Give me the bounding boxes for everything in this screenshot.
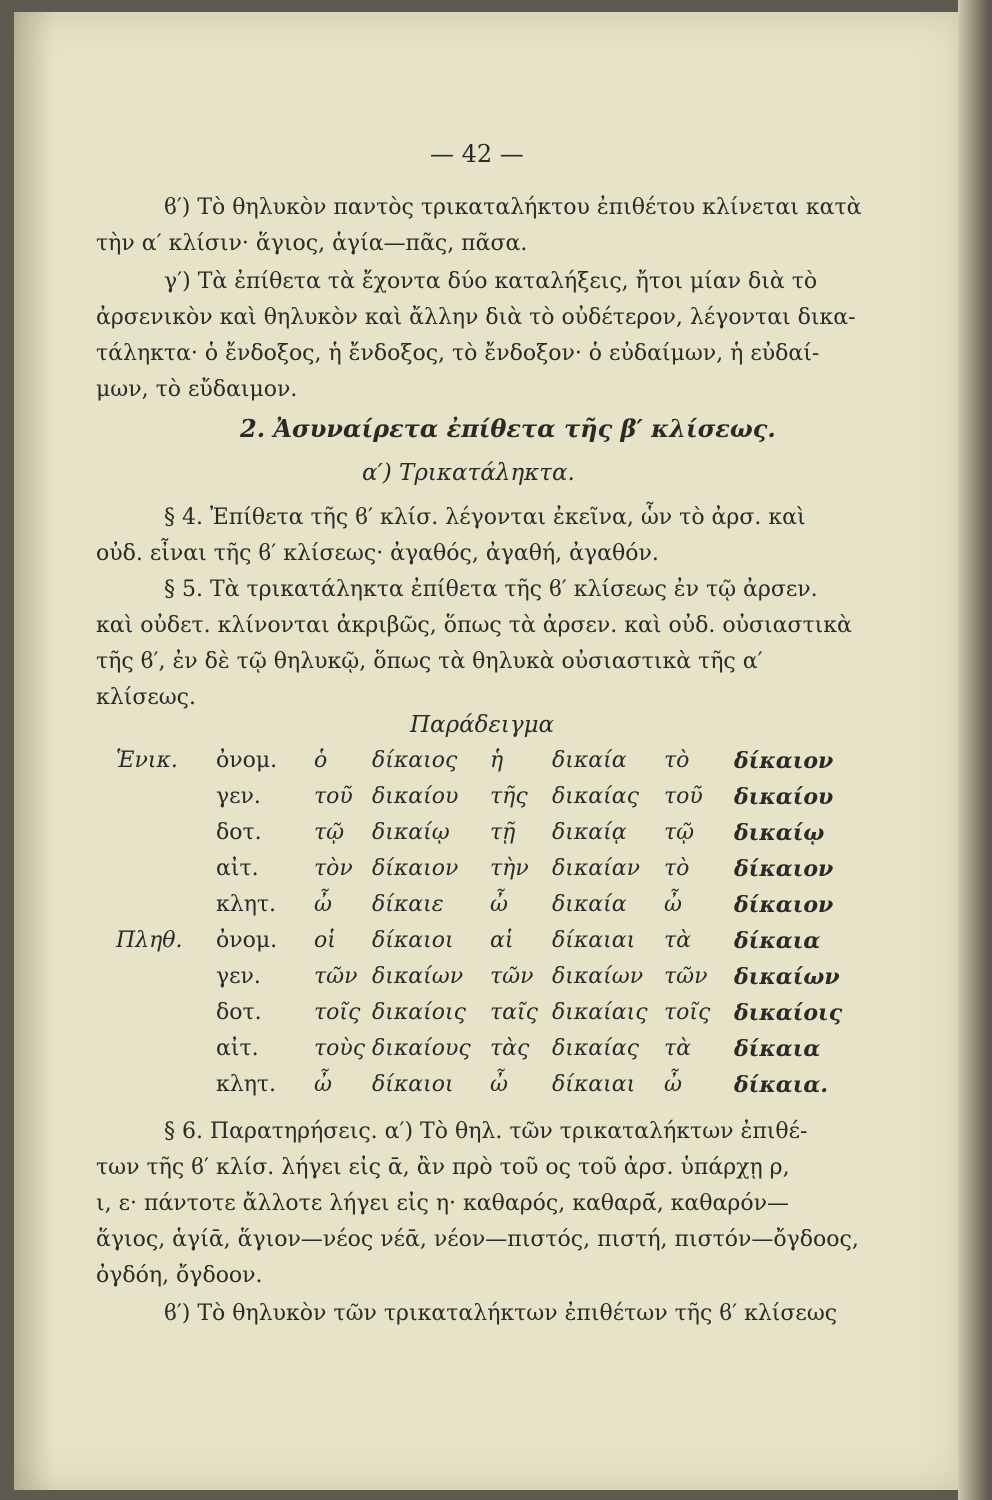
- paragraph-line: γ′) Τὰ ἐπίθετα τὰ ἔχοντα δύο καταλήξεις, ἤτοι μίαν διὰ τὸ: [164, 269, 818, 294]
- paragraph-line: § 6. Παρατηρήσεις. α′) Τὸ θηλ. τῶν τρικαταλήκτων ἐπιθέ-: [164, 1119, 808, 1144]
- fem-article: τὴν: [490, 856, 529, 881]
- table-row: [116, 1036, 856, 1072]
- paragraph-line: των τῆς ϐ′ κλίσ. λήγει εἰς ᾱ, ἂν πρὸ τοῦ ος τοῦ ἀρσ. ὑπάρχῃ ρ,: [96, 1155, 790, 1180]
- paragraph-line: τὴν α′ κλίσιν· ἅγιος, ἁγία—πᾶς, πᾶσα.: [96, 231, 528, 256]
- fem-form: δίκαιαι: [552, 1072, 636, 1097]
- neut-form: δίκαιον: [734, 748, 834, 774]
- case-label: ὀνομ.: [216, 928, 278, 953]
- declension-table: [116, 748, 856, 1108]
- case-label: δοτ.: [216, 820, 262, 845]
- subsection-heading: α′) Τρικατάληκτα.: [362, 460, 575, 486]
- paragraph-line: ϐ′) Τὸ θηλυκὸν τῶν τρικαταλήκτων ἐπιθέτων τῆς ϐ′ κλίσεως: [164, 1301, 838, 1326]
- masc-form: δίκαιοι: [372, 1072, 454, 1097]
- case-label: γεν.: [216, 784, 261, 809]
- case-label: αἰτ.: [216, 856, 259, 881]
- neut-article: τοῦ: [664, 784, 703, 809]
- masc-form: δικαίους: [372, 1036, 471, 1061]
- fem-form: δικαίαις: [552, 1000, 648, 1025]
- paragraph-line: ὀγδόη, ὄγδοον.: [96, 1263, 263, 1288]
- fem-article: ὦ: [490, 892, 508, 917]
- neut-article: τῶν: [664, 964, 708, 989]
- paragraph-5: [96, 572, 856, 716]
- paragraph-6: [96, 1114, 859, 1294]
- neut-form: δικαίου: [734, 784, 834, 810]
- masc-form: δίκαιον: [372, 856, 459, 881]
- masc-form: δικαίῳ: [372, 820, 450, 845]
- fem-form: δικαία: [552, 748, 627, 773]
- masc-article: ὦ: [314, 1072, 332, 1097]
- table-row: [116, 748, 856, 784]
- paragraph-line: καὶ οὐδετ. κλίνονται ἀκριβῶς, ὅπως τὰ ἀρσεν. καὶ οὐδ. οὐσιαστικὰ: [96, 613, 852, 638]
- table-row: [116, 1000, 856, 1036]
- masc-article: τοῦ: [314, 784, 353, 809]
- paragraph-line: τῆς ϐ′, ἐν δὲ τῷ θηλυκῷ, ὅπως τὰ θηλυκὰ οὐσιαστικὰ τῆς α′: [96, 649, 763, 674]
- number-label: Ἑνικ.: [116, 748, 178, 773]
- fem-article: ὦ: [490, 1072, 508, 1097]
- neut-article: τὰ: [664, 928, 692, 953]
- neut-article: τὸ: [664, 856, 690, 881]
- fem-article: τῶν: [490, 964, 534, 989]
- fem-form: δικαία: [552, 892, 627, 917]
- table-row: [116, 928, 856, 964]
- paragraph-line: § 5. Τὰ τρικατάληκτα ἐπίθετα τῆς ϐ′ κλίσεως ἐν τῷ ἀρσεν.: [164, 577, 818, 602]
- fem-form: δικαίων: [552, 964, 644, 989]
- neut-article: ὦ: [664, 1072, 682, 1097]
- neut-form: δίκαιον: [734, 856, 834, 882]
- case-label: κλητ.: [216, 1072, 277, 1097]
- fem-article: τὰς: [490, 1036, 530, 1061]
- paragraph-line: ϐ′) Τὸ θηλυκὸν παντὸς τρικαταλήκτου ἐπιθέτου κλίνεται κατὰ: [164, 195, 862, 220]
- fem-article: τῇ: [490, 820, 516, 845]
- table-row: [116, 964, 856, 1000]
- section-heading: 2. Ἀσυναίρετα ἐπίθετα τῆς β′ κλίσεως.: [240, 414, 776, 443]
- table-row: [116, 856, 856, 892]
- fem-article: ἡ: [490, 748, 504, 773]
- fem-form: δικαίας: [552, 784, 639, 809]
- neut-article: τὰ: [664, 1036, 692, 1061]
- number-label: Πληθ.: [116, 928, 183, 953]
- paragraph-line: ι, ε· πάντοτε ἄλλοτε λήγει εἰς η· καθαρός, καθαρᾱ́, καθαρόν—: [96, 1191, 789, 1216]
- fem-form: δικαίας: [552, 1036, 639, 1061]
- masc-article: τῷ: [314, 820, 345, 845]
- masc-form: δικαίοις: [372, 1000, 466, 1025]
- fem-article: ταῖς: [490, 1000, 538, 1025]
- page-gutter-shadow: [14, 12, 54, 1490]
- table-row: [116, 892, 856, 928]
- neut-form: δίκαια: [734, 1036, 821, 1062]
- table-row: [116, 820, 856, 856]
- masc-article: ὦ: [314, 892, 332, 917]
- table-row: [116, 1072, 856, 1108]
- neut-form: δίκαια: [734, 928, 821, 954]
- neut-article: τῷ: [664, 820, 695, 845]
- page-edge-shadow: [958, 0, 988, 1500]
- case-label: ὀνομ.: [216, 748, 278, 773]
- fem-article: αἱ: [490, 928, 514, 953]
- fem-form: δικαίᾳ: [552, 820, 627, 845]
- paragraph-4: [96, 500, 856, 572]
- fem-form: δίκαιαι: [552, 928, 636, 953]
- masc-article: τοὺς: [314, 1036, 366, 1061]
- paragraph-b: [96, 190, 862, 262]
- masc-form: δίκαιος: [372, 748, 458, 773]
- table-row: [116, 784, 856, 820]
- neut-form: δικαίοις: [734, 1000, 843, 1026]
- neut-form: δίκαια.: [734, 1072, 828, 1098]
- paragraph-line: τάληκτα· ὁ ἔνδοξος, ἡ ἔνδοξος, τὸ ἔνδοξον· ὁ εὐδαίμων, ἡ εὐδαί-: [96, 341, 820, 366]
- paragraph-line: ἅγιος, ἁγίᾱ, ἅγιον—νέος νέᾱ, νέον—πιστός, πιστή, πιστόν—ὄγδοος,: [96, 1227, 859, 1252]
- neut-article: ὦ: [664, 892, 682, 917]
- neut-form: δικαίῳ: [734, 820, 825, 846]
- paragraph-line: οὐδ. εἶναι τῆς ϐ′ κλίσεως· ἀγαθός, ἀγαθή, ἀγαθόν.: [96, 541, 659, 566]
- case-label: κλητ.: [216, 892, 277, 917]
- case-label: αἰτ.: [216, 1036, 259, 1061]
- masc-article: τὸν: [314, 856, 353, 881]
- masc-form: δίκαιε: [372, 892, 444, 917]
- masc-article: ὁ: [314, 748, 328, 773]
- paragraph-line: § 4. Ἐπίθετα τῆς ϐ′ κλίσ. λέγονται ἐκεῖνα, ὧν τὸ ἀρσ. καὶ: [164, 505, 806, 530]
- neut-form: δικαίων: [734, 964, 840, 990]
- fem-form: δικαίαν: [552, 856, 641, 881]
- masc-form: δικαίων: [372, 964, 464, 989]
- masc-article: τοῖς: [314, 1000, 361, 1025]
- case-label: δοτ.: [216, 1000, 262, 1025]
- neut-form: δίκαιον: [734, 892, 834, 918]
- example-title: Παράδειγμα: [410, 712, 555, 738]
- case-label: γεν.: [216, 964, 261, 989]
- masc-form: δικαίου: [372, 784, 459, 809]
- neut-article: τὸ: [664, 748, 690, 773]
- fem-article: τῆς: [490, 784, 528, 809]
- neut-article: τοῖς: [664, 1000, 711, 1025]
- paragraph-line: μων, τὸ εὔδαιμον.: [96, 377, 298, 402]
- paragraph-6b: [96, 1296, 856, 1332]
- paragraph-line: κλίσεως.: [96, 685, 196, 710]
- masc-article: οἱ: [314, 928, 336, 953]
- masc-article: τῶν: [314, 964, 358, 989]
- paragraph-g: [96, 264, 856, 408]
- page-number: — 42 —: [430, 140, 524, 168]
- paragraph-line: ἀρσενικὸν καὶ θηλυκὸν καὶ ἄλλην διὰ τὸ οὐδέτερον, λέγονται δικα-: [96, 305, 856, 330]
- masc-form: δίκαιοι: [372, 928, 454, 953]
